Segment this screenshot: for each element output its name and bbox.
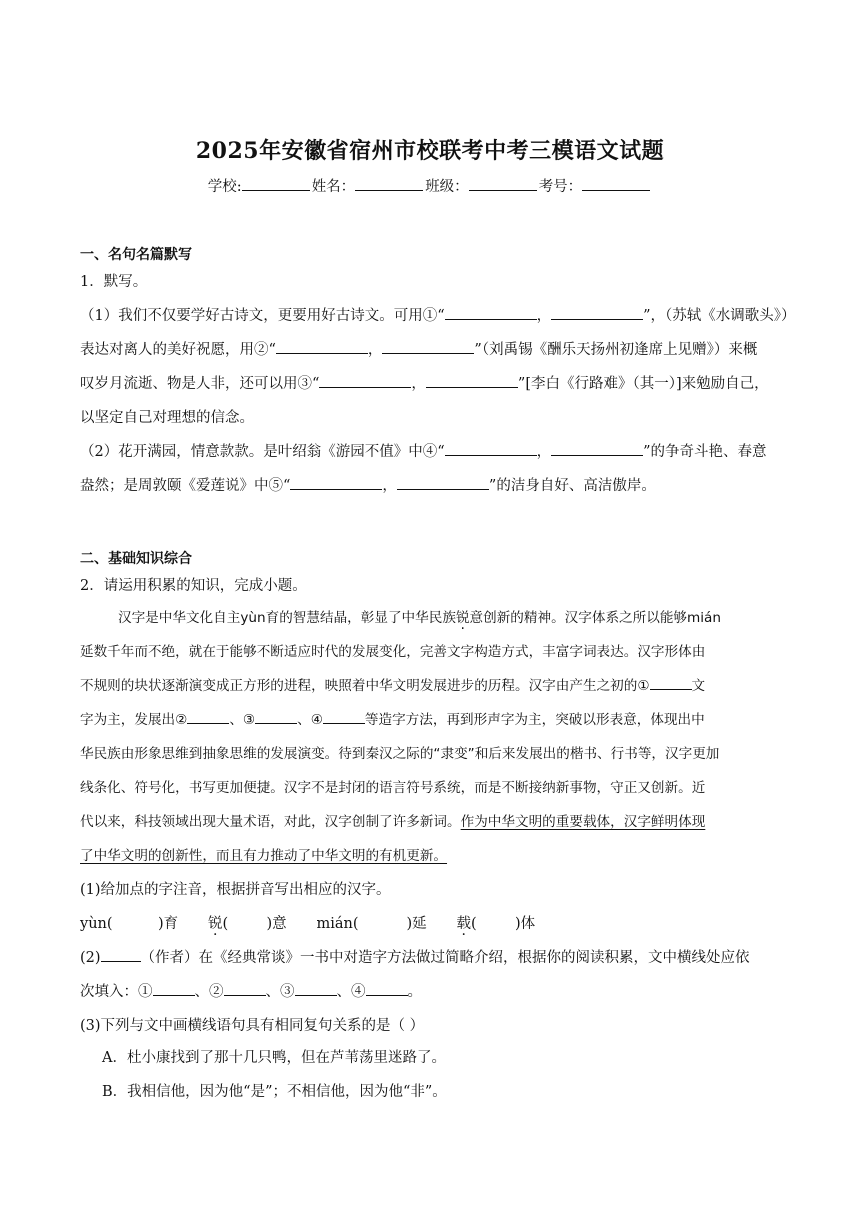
- passage-line-1: 汉字是中华文化自主yùn育的智慧结晶，彰显了中华民族锐意创新的精神。汉字体系之所以能够mián: [118, 610, 721, 626]
- name-label: 姓名：: [311, 179, 356, 195]
- exam-no-field[interactable]: [582, 176, 650, 191]
- passage-line-8: [80, 844, 782, 864]
- option-a[interactable]: A．杜小康找到了那十几只鸭，但在芦苇荡里迷路了。: [102, 1050, 446, 1066]
- passage-blank-3[interactable]: [255, 709, 297, 724]
- passage-line-7: 代以来，科技领域出现大量术语，对此，汉字创制了许多新词。作为中华文明的重要载体，汉字鲜明体现: [80, 814, 706, 830]
- question-2-label: 2．请运用积累的知识，完成小题。: [80, 578, 307, 594]
- sub-question-2-line2: 次填入：① 、② 、③ 、④ 。: [80, 980, 782, 1001]
- blank-5a[interactable]: [290, 475, 382, 490]
- blank-2a[interactable]: [276, 339, 368, 354]
- passage-line-2: 延数千年而不绝，就在于能够不断适应时代的发展变化，完善文字构造方式，丰富字词表达。汉字形体由: [80, 644, 706, 660]
- class-label: 班级：: [425, 179, 469, 195]
- passage-line-3: 不规则的块状逐渐演变成正方形的进程，映照着中华文明发展进步的历程。汉字由产生之初的① 文: [80, 674, 782, 694]
- fill-blank-4[interactable]: [366, 981, 408, 996]
- section-heading-2: 二、基础知识综合: [80, 551, 192, 567]
- exam-no-label: 考号：: [538, 179, 583, 195]
- blank-1b[interactable]: [551, 305, 643, 320]
- passage-blank-4[interactable]: [323, 709, 365, 724]
- blank-1a[interactable]: [445, 305, 537, 320]
- section-heading-1: 一、名句名篇默写: [80, 247, 192, 263]
- option-b[interactable]: B．我相信他，因为他“是”；不相信他，因为他“非”。: [102, 1084, 447, 1100]
- pinyin-row: yùn( )育 锐( )意 mián( )延 载( )体: [80, 916, 536, 932]
- student-info-line: [0, 175, 860, 196]
- blank-3a[interactable]: [319, 373, 411, 388]
- blank-5b[interactable]: [397, 475, 489, 490]
- fill-blank-3[interactable]: [295, 981, 337, 996]
- sub-question-1-label: (1)给加点的字注音，根据拼音写出相应的汉字。: [80, 882, 391, 898]
- passage-blank-1[interactable]: [650, 675, 692, 690]
- school-field[interactable]: [242, 176, 310, 191]
- fill-blank-1[interactable]: [153, 981, 195, 996]
- q1-part1-line1: （1）我们不仅要学好古诗文，更要用好古诗文。可用①“ ， ”，（苏轼《水调歌头》）: [80, 304, 782, 325]
- underlined-sentence-part2: 了中华文明的创新性，而且有力推动了中华文明的有机更新。: [80, 848, 448, 864]
- blank-4a[interactable]: [445, 441, 537, 456]
- author-blank[interactable]: [101, 947, 141, 962]
- q1-part2-line1: （2）花开满园，情意款款。是叶绍翁《游园不值》中④“ ， ”的争奇斗艳、春意: [80, 440, 782, 461]
- passage-blank-2[interactable]: [187, 709, 229, 724]
- q1-part2-line2: 盎然；是周敦颐《爱莲说》中⑤“ ， ”的洁身自好、高洁傲岸。: [80, 474, 782, 495]
- fill-blank-2[interactable]: [224, 981, 266, 996]
- blank-2b[interactable]: [382, 339, 474, 354]
- underlined-sentence-part1: 作为中华文明的重要载体，汉字鲜明体现: [460, 814, 706, 830]
- sub-question-3-label: (3)下列与文中画横线语句具有相同复句关系的是（ ）: [80, 1018, 425, 1034]
- class-field[interactable]: [469, 176, 537, 191]
- passage-line-6: 线条化、符号化，书写更加便捷。汉字不是封闭的语言符号系统，而是不断接纳新事物，守正又创新。近: [80, 780, 706, 796]
- blank-3b[interactable]: [426, 373, 518, 388]
- sub-question-2-line1: (2) （作者）在《经典常谈》一书中对造字方法做过简略介绍，根据你的阅读积累，文中横线处应依: [80, 946, 782, 967]
- exam-title: 2025年安徽省宿州市校联考中考三模语文试题: [195, 138, 665, 164]
- q1-part1-line3: 叹岁月流逝、物是人非，还可以用③“ ， ”[李白《行路难》（其一）]来勉励自己，: [80, 372, 782, 393]
- school-label: 学校:: [207, 179, 242, 195]
- passage-line-5: 华民族由形象思维到抽象思维的发展演变。待到秦汉之际的“隶变”和后来发展出的楷书、行书等，汉字更加: [80, 746, 720, 762]
- passage-line-4: 字为主，发展出② 、③ 、④ 等造字方法，再到形声字为主，突破以形表意，体现出中: [80, 708, 782, 728]
- question-1-label: 1．默写。: [80, 274, 148, 290]
- name-field[interactable]: [355, 176, 423, 191]
- blank-4b[interactable]: [551, 441, 643, 456]
- q1-part1-line2: 表达对离人的美好祝愿，用②“ ， ”（刘禹锡《酬乐天扬州初逢席上见赠》）来概: [80, 338, 782, 359]
- q1-part1-line4: 以坚定自己对理想的信念。: [80, 410, 254, 426]
